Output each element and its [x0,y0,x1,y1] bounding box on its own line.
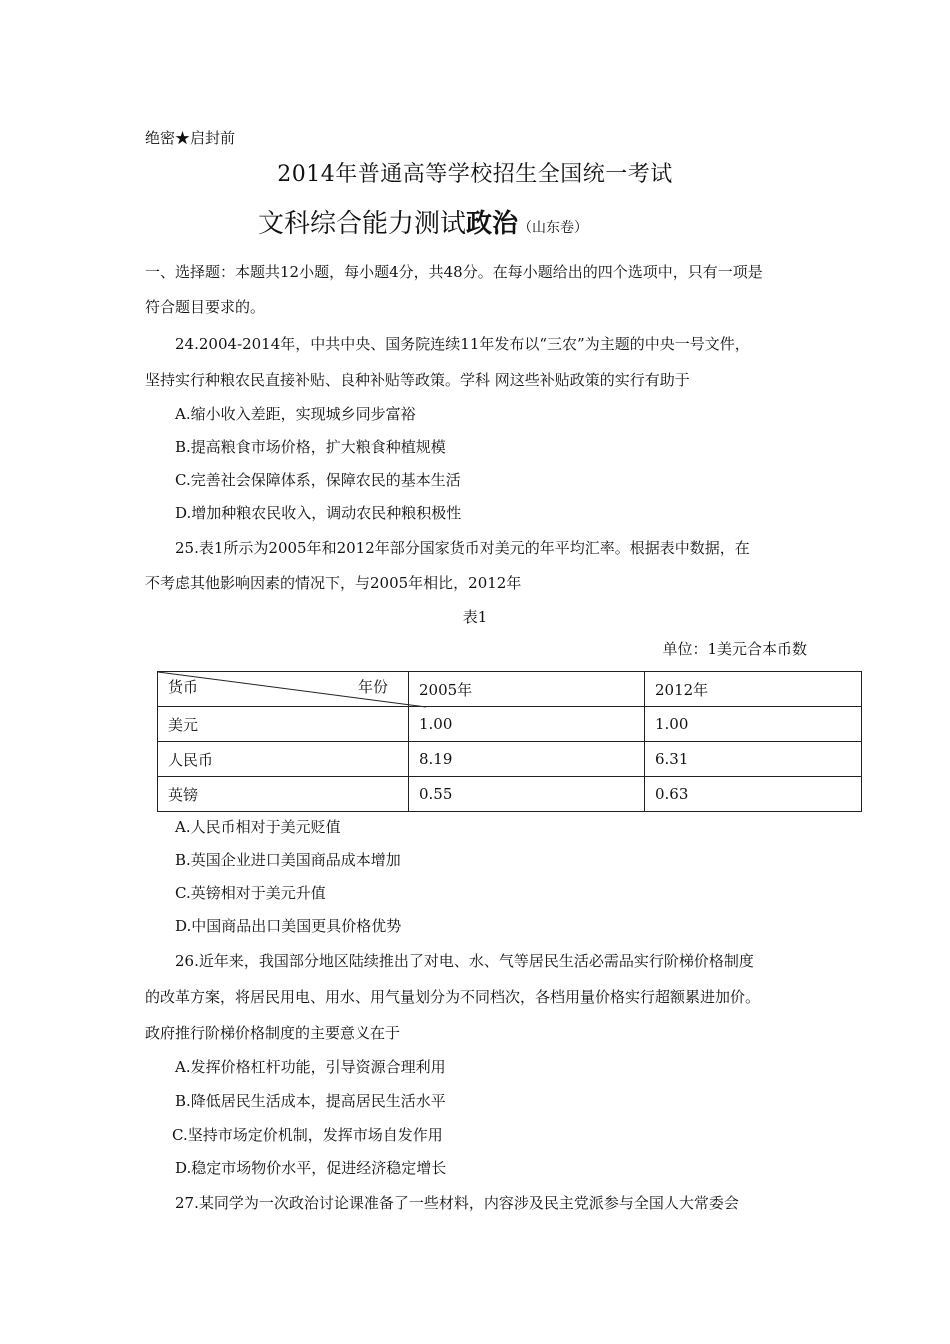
q26-option-d: D.稳定市场物价水平，促进经济稳定增长 [175,1159,447,1177]
section-intro-line2: 符合题目要求的。 [145,298,266,316]
q25-stem-line1: 25.表1所示为2005年和2012年部分国家货币对美元的年平均汇率。根据表中数据，在 [175,539,750,557]
table-row [158,707,862,742]
q24-option-b: B.提高粮食市场价格，扩大粮食种植规模 [175,438,446,456]
subtitle-region: （山东卷） [518,220,589,236]
exchange-rate-table [157,671,862,812]
rate-2005-cell: 8.19 [409,742,645,777]
exam-title: 2014年普通高等学校招生全国统一考试 [277,162,673,187]
q25-stem-line2: 不考虑其他影响因素的情况下，与2005年相比，2012年 [145,574,522,592]
table-corner-cell [158,672,409,707]
q27-stem-line1: 27.某同学为一次政治讨论课准备了一些材料，内容涉及民主党派参与全国人大常委会 [175,1194,739,1212]
rate-2005-cell: 1.00 [409,707,645,742]
col-header-2012: 2012年 [645,672,862,707]
q24-option-c: C.完善社会保障体系，保障农民的基本生活 [175,471,461,489]
q24-stem-line2: 坚持实行种粮农民直接补贴、良种补贴等政策。学科 网这些补贴政策的实行有助于 [145,371,690,389]
q26-stem-line1: 26.近年来，我国部分地区陆续推出了对电、水、气等居民生活必需品实行阶梯价格制度 [175,952,754,970]
rate-2012-cell: 6.31 [645,742,862,777]
table-unit: 单位：1美元合本币数 [662,640,807,658]
currency-cell: 美元 [158,707,409,742]
corner-label-currency: 货币 [168,678,199,696]
rate-2005-cell: 0.55 [409,777,645,812]
corner-label-year: 年份 [357,678,388,696]
q24-stem-line1: 24.2004-2014年，中共中央、国务院连续11年发布以“三农”为主题的中央一号文件， [175,335,750,353]
q24-option-a: A.缩小收入差距，实现城乡同步富裕 [175,405,416,423]
subtitle-main: 文科综合能力测试 [258,209,467,239]
exam-subtitle [258,203,588,240]
q25-option-a: A.人民币相对于美元贬值 [175,818,341,836]
col-header-2005: 2005年 [409,672,645,707]
currency-cell: 人民币 [158,742,409,777]
q25-option-d: D.中国商品出口美国更具价格优势 [175,917,402,935]
table-row [158,777,862,812]
q24-option-d: D.增加种粮农民收入，调动农民种粮积极性 [175,504,462,522]
section-intro-line1: 一、选择题：本题共12小题，每小题4分，共48分。在每小题给出的四个选项中，只有一项是 [145,263,763,281]
subtitle-subject: 政治 [466,209,519,239]
q25-option-c: C.英镑相对于美元升值 [175,884,326,902]
q26-stem-line2: 的改革方案，将居民用电、用水、用气量划分为不同档次，各档用量价格实行超额累进加价。 [145,988,761,1006]
diagonal-line [158,672,429,708]
rate-2012-cell: 1.00 [645,707,862,742]
rate-2012-cell: 0.63 [645,777,862,812]
q26-stem-line3: 政府推行阶梯价格制度的主要意义在于 [145,1024,401,1042]
currency-cell: 英镑 [158,777,409,812]
q25-option-b: B.英国企业进口美国商品成本增加 [175,851,401,869]
confidential-mark: 绝密★启封前 [145,129,236,147]
table-row [158,742,862,777]
table-caption: 表1 [462,608,488,626]
q26-option-b: B.降低居民生活成本，提高居民生活水平 [175,1092,446,1110]
q26-option-a: A.发挥价格杠杆功能，引导资源合理利用 [175,1058,446,1076]
table-header-row [158,672,862,707]
q26-option-c: C.坚持市场定价机制，发挥市场自发作用 [172,1126,443,1144]
